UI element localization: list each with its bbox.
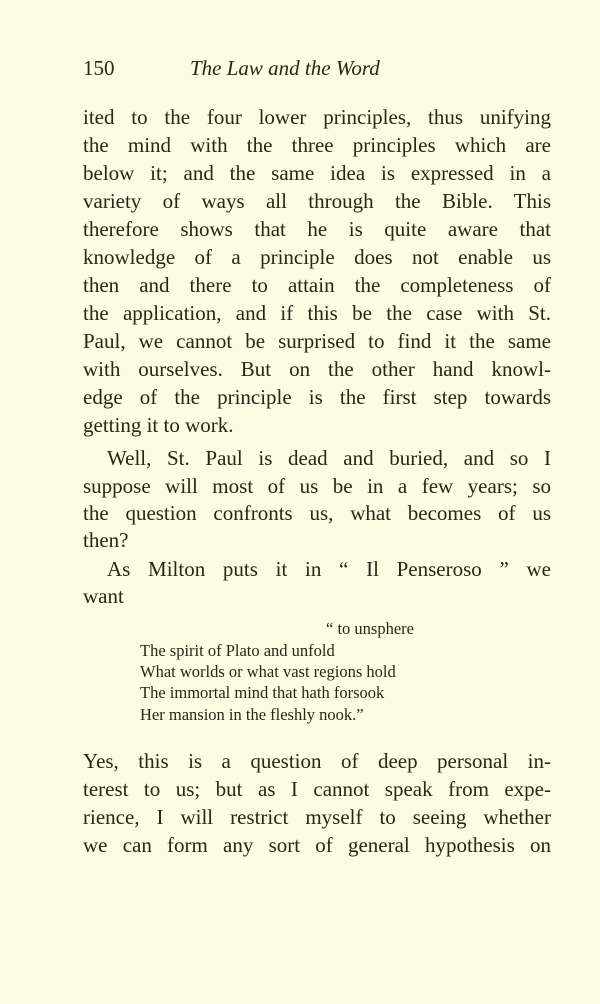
- text-line: getting it to work.: [83, 413, 234, 437]
- verse-line: The immortal mind that hath forsook: [140, 683, 385, 702]
- text-line: want: [83, 584, 124, 608]
- text-line: the application, and if this be the case with St.: [83, 301, 551, 325]
- verse-line: Her mansion in the fleshly nook.”: [140, 705, 364, 724]
- running-title: The Law and the Word: [190, 56, 380, 80]
- text-line: below it; and the same idea is expressed in a: [83, 161, 551, 185]
- verse-line: What worlds or what vast regions hold: [140, 662, 396, 681]
- text-line: then and there to attain the completeness of: [83, 273, 551, 297]
- text-line: the question confronts us, what becomes of us: [83, 501, 551, 525]
- verse-line: The spirit of Plato and unfold: [140, 641, 335, 660]
- text-line: we can form any sort of general hypothesis on: [83, 833, 551, 857]
- text-line: then?: [83, 528, 129, 552]
- text-line: with ourselves. But on the other hand knowl-: [83, 357, 551, 381]
- text-line: Well, St. Paul is dead and buried, and so I: [107, 446, 551, 470]
- text-line: variety of ways all through the Bible. This: [83, 189, 551, 213]
- text-line: rience, I will restrict myself to seeing whether: [83, 805, 551, 829]
- text-line: Paul, we cannot be surprised to find it the same: [83, 329, 551, 353]
- text-line: Yes, this is a question of deep personal in-: [83, 749, 551, 773]
- page-number: 150: [83, 56, 115, 80]
- running-header: [83, 56, 553, 84]
- verse-line: “ to unsphere: [326, 619, 414, 638]
- text-line: the mind with the three principles which are: [83, 133, 551, 157]
- text-line: therefore shows that he is quite aware that: [83, 217, 551, 241]
- text-line: As Milton puts it in “ Il Penseroso ” we: [107, 557, 551, 581]
- text-line: ited to the four lower principles, thus unifying: [83, 105, 551, 129]
- text-line: edge of the principle is the first step towards: [83, 385, 551, 409]
- text-line: terest to us; but as I cannot speak from expe-: [83, 777, 551, 801]
- text-line: knowledge of a principle does not enable us: [83, 245, 551, 269]
- text-line: suppose will most of us be in a few years; so: [83, 474, 551, 498]
